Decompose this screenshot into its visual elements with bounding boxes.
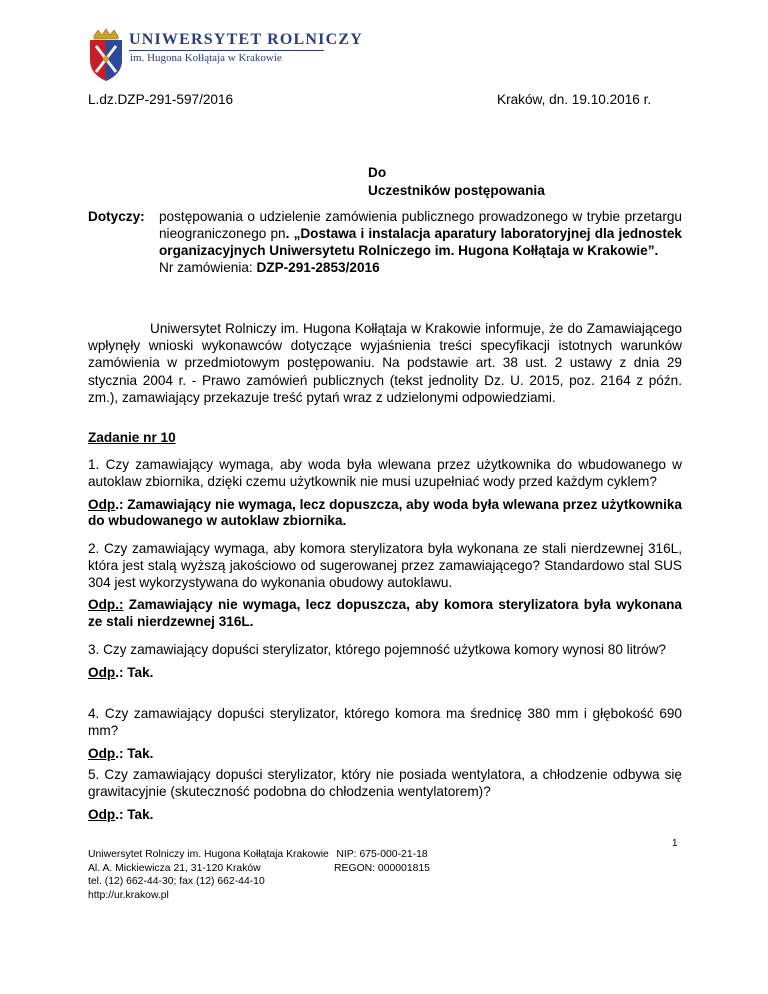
logo-name: UNIWERSYTET ROLNICZY (129, 31, 363, 48)
recipient-block (368, 164, 545, 200)
answer-body: .: Tak. (115, 664, 154, 680)
recipient-line-2: Uczestników postępowania (368, 183, 545, 198)
footer-line: tel. (12) 662-44-30; fax (12) 662-44-10 (88, 876, 265, 888)
footer-line: Uniwersytet Rolniczy im. Hugona Kołłątaja Krakowie (88, 849, 329, 860)
answer-label: Odp (88, 806, 116, 822)
regarding-label: Dotyczy: (88, 209, 145, 224)
regarding-text-plain: postępowania o udzielenie zamówienia publicznego prowadzonego w trybie przetargu nieograniczonego pn (159, 209, 682, 241)
answer-text (88, 665, 682, 682)
question-text: 3. Czy zamawiający dopuści sterylizator, którego pojemność użytkowa komory wynosi 80 litrów? (88, 642, 666, 657)
recipient-line-1: Do (368, 165, 387, 180)
question-text: 5. Czy zamawiający dopuści sterylizator, który nie posiada wentylatora, a chłodzenie odbywa się grawitacyjnie (skuteczność podobna do chłodzenia wentylatorem)? (88, 767, 682, 799)
logo-divider (129, 50, 324, 51)
qa-item-5 (88, 767, 682, 831)
order-value: DZP-291-2853/2016 (256, 260, 380, 275)
footer-ids (0, 848, 594, 875)
regarding-block (88, 208, 682, 276)
answer-label: Odp (88, 745, 116, 761)
question-text: 2. Czy zamawiający wymaga, aby komora sterylizatora była wykonana ze stali nierdzewnej 316L, która jest stalą wyższą jakościowo od sugerowanej przez zamawiającego? Standardowo stal SUS 304 jest wykorzystywana do wykonania obudowy autoklawu. (88, 541, 682, 590)
answer-body: .: Tak. (115, 806, 154, 822)
answer-label: Odp (88, 496, 116, 512)
footer-website-link[interactable]: http://ur.krakow.pl (88, 889, 169, 901)
qa-item-2 (88, 541, 682, 639)
answer-text (88, 597, 682, 631)
reference-number: L.dz.DZP-291-597/2016 (88, 92, 234, 107)
answer-body: .: Tak. (115, 745, 154, 761)
answer-label: Odp (88, 664, 116, 680)
intro-paragraph: Uniwersytet Rolniczy im. Hugona Kołłątaja w Krakowie informuje, że do Zamawiającego wpłynęły wnioski wykonawców dotyczące wyjaśnienia treści specyfikacji istotnych warunków zamówienia w przedmiotowym postępowaniu. Na podstawie art. 38 ust. 2 ustawy z dnia 29 stycznia 2004 r. - Prawo zamówień publicznych (tekst jednolity Dz. U. 2015, poz. 2164 z późn. zm.), zamawiający przekazuje treść pytań wraz z udzielonymi odpowiedziami. (88, 321, 682, 405)
answer-text (88, 746, 682, 763)
regarding-text (159, 208, 682, 259)
order-number (159, 259, 682, 276)
answer-label: Odp.: (88, 597, 124, 613)
question-text: 4. Czy zamawiający dopuści sterylizator, którego komora ma średnicę 380 mm i głębokość 690 mm? (88, 706, 682, 738)
question-text: 1. Czy zamawiający wymaga, aby woda była wlewana przez użytkownika do wbudowanego w autoklaw zbiornika, dzięki czemu użytkownik nie musi uzupełniać wody przed każdym cyklem? (88, 457, 682, 489)
footer-nip: NIP: 675-000-21-18 (336, 849, 428, 860)
document-date: Kraków, dn. 19.10.2016 r. (497, 92, 652, 107)
answer-text (88, 807, 682, 824)
section-title: Zadanie nr 10 (88, 430, 176, 445)
qa-item-4 (88, 706, 682, 770)
answer-body: .: Zamawiający nie wymaga, lecz dopuszcza, aby woda była wlewana przez użytkownika do wbudowanego w autoklaw zbiornika. (88, 496, 682, 529)
footer-line: Al. A. Mickiewicza 21, 31-120 Kraków (88, 862, 261, 874)
university-logo (86, 28, 363, 84)
footer-regon: REGON: 000001815 (334, 862, 430, 874)
page-number: 1 (672, 838, 678, 849)
crest-icon (86, 28, 126, 82)
regarding-text-title: . „Dostawa i instalacja aparatury laboratoryjnej dla jednostek organizacyjnych Uniwersytetu Rolniczego im. Hugona Kołłątaja w Krakowie”. (159, 226, 682, 258)
answer-body: Zamawiający nie wymaga, lecz dopuszcza, aby komora sterylizatora była wykonana ze stali nierdzewnej 316L. (88, 597, 682, 630)
qa-item-1 (88, 457, 682, 538)
logo-subtitle: im. Hugona Kołłątaja w Krakowie (130, 52, 282, 64)
answer-text (88, 497, 682, 531)
order-label: Nr zamówienia: (159, 260, 257, 275)
qa-item-3 (88, 642, 682, 690)
